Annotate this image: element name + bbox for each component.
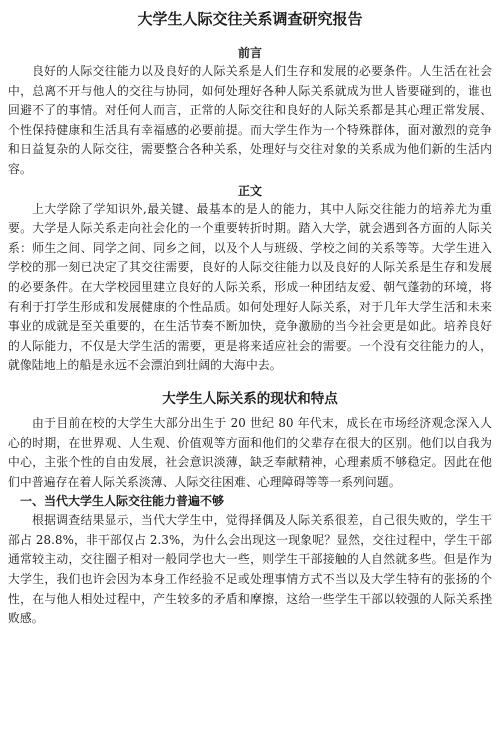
point1-section	[8, 492, 492, 629]
point1-heading: 一、当代大学生人际交往能力普遍不够	[20, 494, 225, 509]
preface-section	[8, 44, 492, 180]
document-title: 大学生人际交往关系调查研究报告	[137, 10, 363, 28]
point1-paragraph: 根据调查结果显示，当代大学生中，觉得择偶及人际关系很差，自己很失败的，学生干部占 28.8%，非干部仅占 2.3%，为什么会出现这一现象呢？显然，交往过程中，学生干部通常较主动，交往圈子相对一般同学也大一些，则学生干部接触的人自然就多些。但是作为大学生，我们也许会因为本身工作经验不足或处理事情方式不当以及大学生特有的张扬的个性，在与他人相处过程中，产生较多的矛盾和摩擦，这给一些学生干部以较强的人际关系挫败感。	[8, 513, 492, 626]
body-section	[8, 182, 492, 376]
body-paragraph: 上大学除了学知识外,最关键、最基本的是人的能力，其中人际交往能力的培养尤为重要。大学是人际关系走向社会化的一个重要转折时期。踏入大学，就会遇到各方面的人际关系：师生之间、同学之间、同乡之间，以及个人与班级、学校之间的关系等等。大学生进入学校的那一刻已决定了其交往需要，良好的人际交往能力以及良好的人际关系是生存和发展的必要条件。在大学校园里建立良好的人际关系，形成一种团结友爱、朝气蓬勃的环境，将有利于打学生形成和发展健康的个性品质。如何处理好人际关系，对于几年大学生活和未来事业的成就是至关重要的，在生活节奏不断加快，竞争激励的当今社会更是如此。培养良好的人际能力，不仅是大学生活的需要，更是将来适应社会的需要。一个没有交往能力的人，就像陆地上的船是永远不会漂泊到壮阔的大海中去。	[8, 201, 492, 373]
status-section	[8, 388, 492, 492]
status-heading: 大学生人际关系的现状和特点	[162, 390, 338, 407]
body-heading: 正文	[237, 183, 262, 198]
status-paragraph: 由于目前在校的大学生大部分出生于 20 世纪 80 年代末，成长在市场经济观念深入人心的时期，在世界观、人生观、价值观等方面和他们的父辈存在很大的区别。他们以自我为中心，主张个性的自由发展，社会意识淡薄，缺乏奉献精神，心理素质不够稳定。因此在他们中普遍存在着人际关系淡薄、人际交往困难、心理障碍等等一系列问题。	[8, 415, 492, 489]
preface-paragraph: 良好的人际交往能力以及良好的人际关系是人们生存和发展的必要条件。人生活在社会中，总离不开与他人的交往与协同，如何处理好各种人际关系就成为世人皆要碰到的，谁也回避不了的事情。对任何人而言，正常的人际交往和良好的人际关系都是其心理正常发展、个性保持健康和生活具有幸福感的必要前提。而大学生作为一个特殊群体，面对激烈的竞争和日益复杂的人际交往，需要整合各种关系，处理好与交往对象的关系成为他们新的生活内容。	[8, 64, 492, 176]
preface-heading: 前言	[237, 46, 262, 60]
